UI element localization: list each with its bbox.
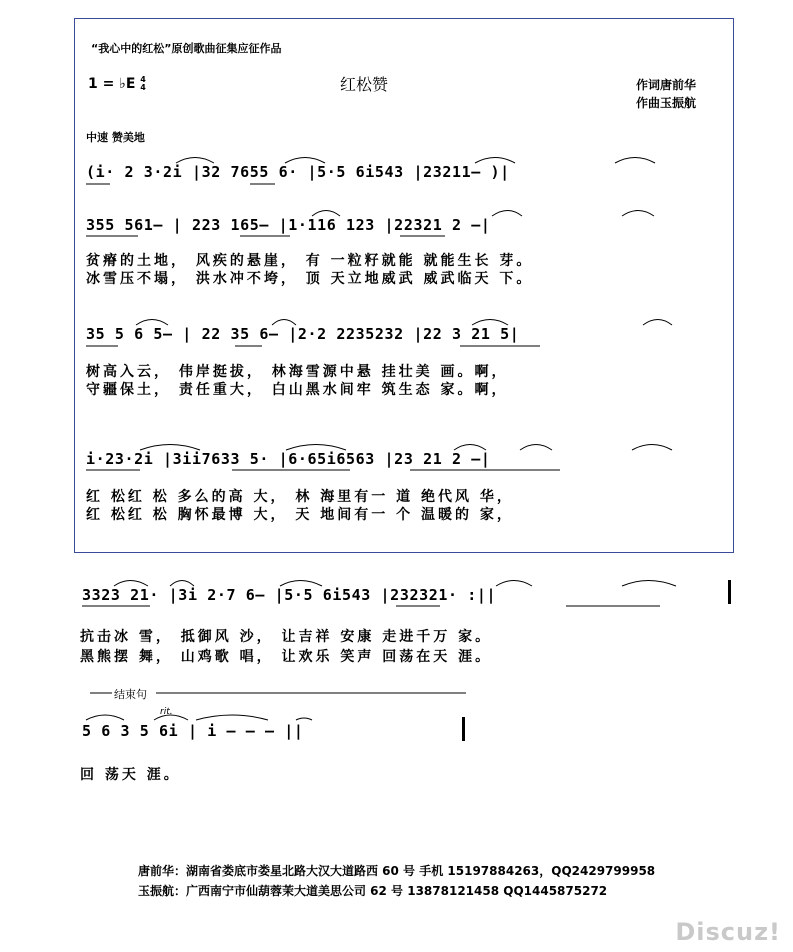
lyric-row-2-verse-1: 贫瘠的土地， 风疾的悬崖， 有 一粒籽就能 就能生长 芽。	[86, 253, 534, 269]
ritardando-mark: rit.	[160, 707, 173, 717]
time-bottom: 4	[140, 83, 146, 92]
lyricist-credit: 作词唐前华	[636, 78, 697, 92]
lyric-row-3-verse-2: 守疆保土， 责任重大， 白山黑水间牢 筑生态 家。啊，	[86, 382, 509, 398]
lyric-row-4-verse-1: 红 松红 松 多么的高 大， 林 海里有一 道 绝代风 华，	[86, 489, 514, 505]
lyric-row-3-verse-1: 树高入云， 伟岸挺拔， 林海雪源中悬 挂壮美 画。啊，	[86, 364, 509, 380]
notation-row-5: 3323 21· |3i 2·7 6— |5·5 6i543 |232321· :||	[82, 586, 497, 604]
key-label: 1 = ♭E	[88, 76, 136, 92]
time-top: 4	[140, 75, 146, 84]
contest-note: “我心中的红松”原创歌曲征集应征作品	[91, 42, 282, 55]
notation-row-3: 35 5 6 5— | 22 35 6— |2·2 2235232 |22 3 21 5|	[86, 325, 520, 343]
lyric-row-2-verse-2: 冰雪压不塌， 洪水冲不垮， 顶 天立地威武 威武临天 下。	[86, 271, 534, 287]
notation-row-1: (i· 2 3·2i |32 7655 6· |5·5 6i543 |23211— )|	[86, 163, 510, 181]
notation-row-6: 5 6 3 5 6i | i — — — ||	[82, 722, 304, 740]
discuz-watermark: Discuz!	[675, 918, 781, 946]
notation-row-4: i·23·2i |3ii7633 5· |6·65i6563 |23 21 2 —|	[86, 450, 491, 468]
lyric-row-4-verse-2: 红 松红 松 胸怀最博 大， 天 地间有一 个 温暖的 家，	[86, 507, 514, 523]
contact-composer: 玉振航：广西南宁市仙葫蓉茉大道美思公司 62 号 13878121458 QQ1445875272	[138, 884, 608, 898]
ending-phrase-label: 结束句	[114, 688, 147, 701]
composer-credit: 作曲玉振航	[636, 96, 697, 110]
contact-lyricist: 唐前华：湖南省娄底市娄星北路大汉大道路西 60 号 手机 15197884263，QQ2429799958	[138, 864, 656, 878]
lyric-row-5-verse-1: 抗击冰 雪， 抵御风 沙， 让吉祥 安康 走进千万 家。	[80, 629, 493, 645]
lyric-row-5-verse-2: 黑熊摆 舞， 山鸡歌 唱， 让欢乐 笑声 回荡在天 涯。	[80, 649, 493, 665]
song-title: 红松赞	[340, 75, 389, 94]
notation-row-2: 355 561— | 223 165— |1·116 123 |22321 2 —|	[86, 216, 491, 234]
tempo-marking: 中速 赞美地	[86, 131, 145, 144]
lyric-row-6: 回 荡天 涯。	[80, 767, 181, 783]
